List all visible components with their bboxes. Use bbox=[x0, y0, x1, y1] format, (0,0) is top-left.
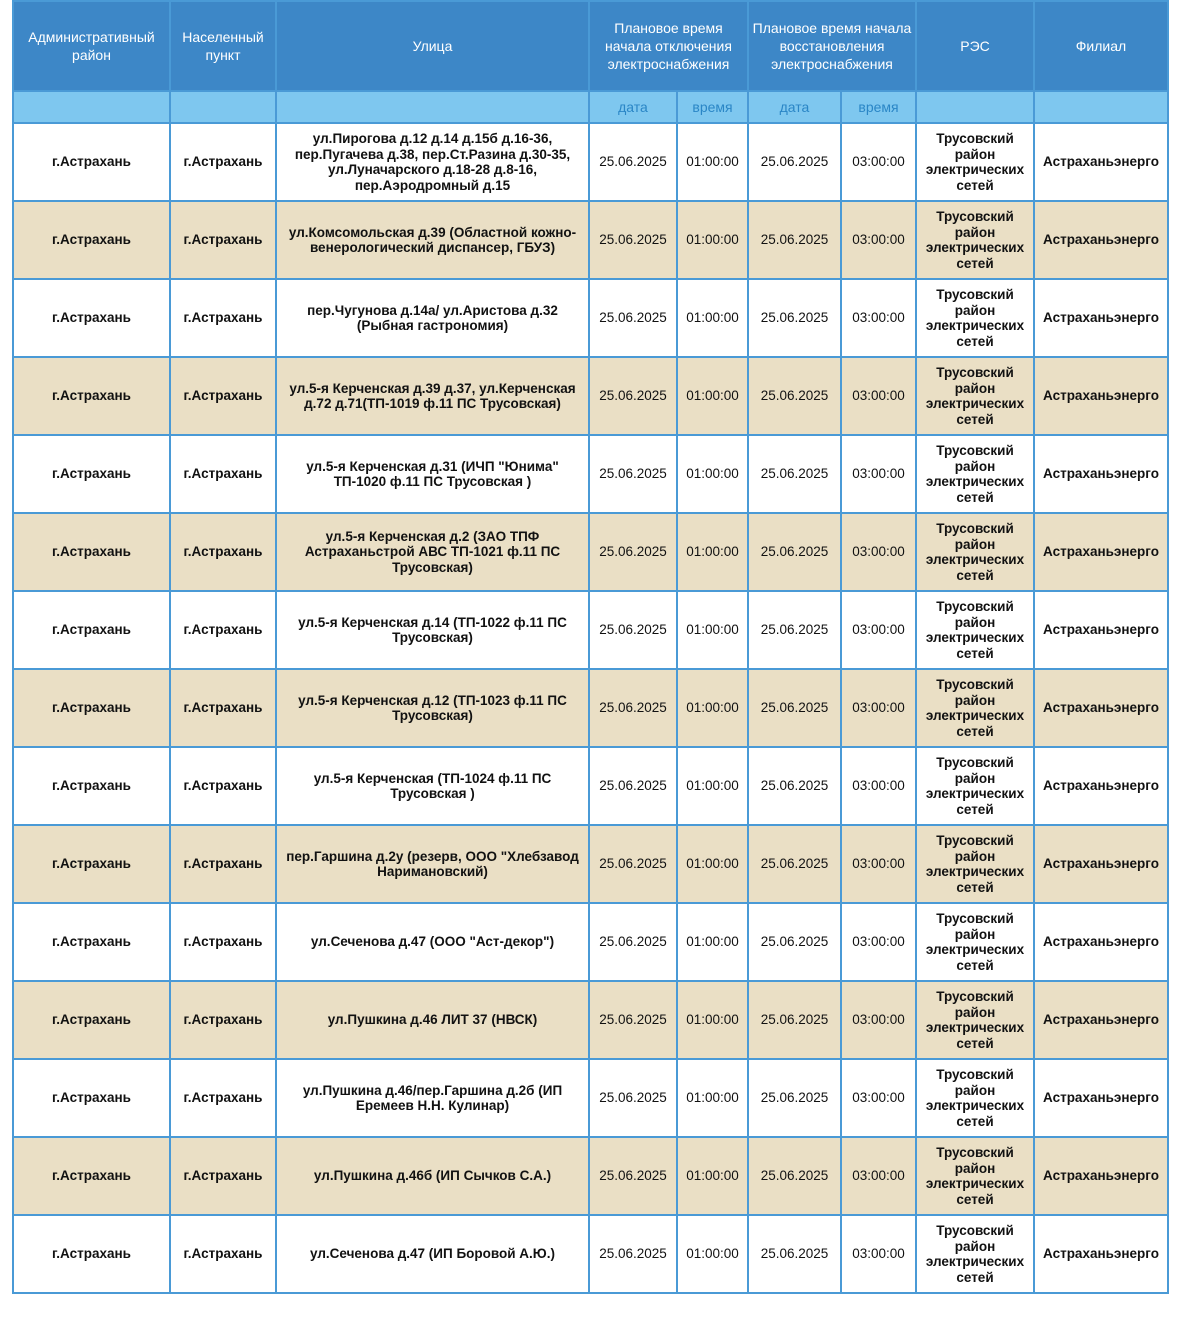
cell-on-time: 03:00:00 bbox=[841, 1137, 916, 1215]
subheader-on-time: время bbox=[841, 91, 916, 123]
cell-district: г.Астрахань bbox=[13, 825, 170, 903]
table-row bbox=[13, 435, 1168, 513]
cell-res: Трусовский район электрических сетей bbox=[916, 1137, 1034, 1215]
cell-res: Трусовский район электрических сетей bbox=[916, 981, 1034, 1059]
cell-settlement: г.Астрахань bbox=[170, 435, 276, 513]
cell-on-date: 25.06.2025 bbox=[748, 435, 841, 513]
cell-on-time: 03:00:00 bbox=[841, 981, 916, 1059]
cell-district: г.Астрахань bbox=[13, 513, 170, 591]
cell-branch: Астраханьэнерго bbox=[1034, 1059, 1168, 1137]
cell-off-date: 25.06.2025 bbox=[589, 513, 677, 591]
cell-off-date: 25.06.2025 bbox=[589, 1215, 677, 1293]
table-row bbox=[13, 669, 1168, 747]
cell-off-date: 25.06.2025 bbox=[589, 825, 677, 903]
cell-off-time: 01:00:00 bbox=[677, 825, 748, 903]
cell-res: Трусовский район электрических сетей bbox=[916, 279, 1034, 357]
cell-branch: Астраханьэнерго bbox=[1034, 825, 1168, 903]
header-restore-time: Плановое время начала восстановления электроснабжения bbox=[748, 1, 916, 91]
cell-district: г.Астрахань bbox=[13, 1215, 170, 1293]
cell-off-date: 25.06.2025 bbox=[589, 669, 677, 747]
table-row bbox=[13, 279, 1168, 357]
cell-street: ул.Пушкина д.46б (ИП Сычков С.А.) bbox=[276, 1137, 589, 1215]
table-body bbox=[13, 123, 1168, 1293]
cell-on-time: 03:00:00 bbox=[841, 201, 916, 279]
cell-on-date: 25.06.2025 bbox=[748, 747, 841, 825]
table-row bbox=[13, 1059, 1168, 1137]
cell-on-date: 25.06.2025 bbox=[748, 123, 841, 201]
cell-off-date: 25.06.2025 bbox=[589, 903, 677, 981]
table-row bbox=[13, 513, 1168, 591]
cell-res: Трусовский район электрических сетей bbox=[916, 357, 1034, 435]
cell-res: Трусовский район электрических сетей bbox=[916, 1059, 1034, 1137]
cell-settlement: г.Астрахань bbox=[170, 747, 276, 825]
header-admin-district: Административный район bbox=[13, 1, 170, 91]
cell-on-date: 25.06.2025 bbox=[748, 1137, 841, 1215]
cell-on-time: 03:00:00 bbox=[841, 513, 916, 591]
cell-branch: Астраханьэнерго bbox=[1034, 1215, 1168, 1293]
header-off-time: Плановое время начала отключения электроснабжения bbox=[589, 1, 748, 91]
cell-on-time: 03:00:00 bbox=[841, 825, 916, 903]
table-row bbox=[13, 1215, 1168, 1293]
cell-off-date: 25.06.2025 bbox=[589, 591, 677, 669]
table-row bbox=[13, 591, 1168, 669]
cell-off-time: 01:00:00 bbox=[677, 1137, 748, 1215]
cell-on-time: 03:00:00 bbox=[841, 747, 916, 825]
cell-district: г.Астрахань bbox=[13, 747, 170, 825]
subheader-empty bbox=[13, 91, 170, 123]
subheader-on-date: дата bbox=[748, 91, 841, 123]
cell-branch: Астраханьэнерго bbox=[1034, 435, 1168, 513]
cell-off-time: 01:00:00 bbox=[677, 1059, 748, 1137]
cell-branch: Астраханьэнерго bbox=[1034, 1137, 1168, 1215]
cell-on-date: 25.06.2025 bbox=[748, 903, 841, 981]
cell-off-time: 01:00:00 bbox=[677, 435, 748, 513]
cell-settlement: г.Астрахань bbox=[170, 825, 276, 903]
cell-off-date: 25.06.2025 bbox=[589, 1137, 677, 1215]
cell-settlement: г.Астрахань bbox=[170, 1215, 276, 1293]
cell-on-time: 03:00:00 bbox=[841, 357, 916, 435]
header-street: Улица bbox=[276, 1, 589, 91]
cell-street: ул.5-я Керченская (ТП-1024 ф.11 ПС Трусовская ) bbox=[276, 747, 589, 825]
cell-district: г.Астрахань bbox=[13, 903, 170, 981]
cell-on-time: 03:00:00 bbox=[841, 279, 916, 357]
cell-on-time: 03:00:00 bbox=[841, 591, 916, 669]
cell-on-date: 25.06.2025 bbox=[748, 357, 841, 435]
header-row bbox=[13, 1, 1168, 91]
cell-street: пер.Гаршина д.2у (резерв, ООО "Хлебзавод Наримановский) bbox=[276, 825, 589, 903]
cell-res: Трусовский район электрических сетей bbox=[916, 123, 1034, 201]
cell-district: г.Астрахань bbox=[13, 1137, 170, 1215]
cell-street: ул.5-я Керченская д.39 д.37, ул.Керченская д.72 д.71(ТП-1019 ф.11 ПС Трусовская) bbox=[276, 357, 589, 435]
cell-settlement: г.Астрахань bbox=[170, 513, 276, 591]
cell-res: Трусовский район электрических сетей bbox=[916, 747, 1034, 825]
cell-on-time: 03:00:00 bbox=[841, 903, 916, 981]
cell-off-date: 25.06.2025 bbox=[589, 123, 677, 201]
cell-on-date: 25.06.2025 bbox=[748, 1059, 841, 1137]
cell-settlement: г.Астрахань bbox=[170, 279, 276, 357]
subheader-empty bbox=[1034, 91, 1168, 123]
cell-off-date: 25.06.2025 bbox=[589, 357, 677, 435]
cell-branch: Астраханьэнерго bbox=[1034, 513, 1168, 591]
cell-street: ул.Сеченова д.47 (ООО "Аст-декор") bbox=[276, 903, 589, 981]
cell-street: пер.Чугунова д.14а/ ул.Аристова д.32 (Рыбная гастрономия) bbox=[276, 279, 589, 357]
table-row bbox=[13, 357, 1168, 435]
cell-off-time: 01:00:00 bbox=[677, 669, 748, 747]
cell-on-time: 03:00:00 bbox=[841, 123, 916, 201]
cell-off-time: 01:00:00 bbox=[677, 591, 748, 669]
cell-district: г.Астрахань bbox=[13, 357, 170, 435]
cell-off-time: 01:00:00 bbox=[677, 357, 748, 435]
table-row bbox=[13, 1137, 1168, 1215]
cell-res: Трусовский район электрических сетей bbox=[916, 903, 1034, 981]
cell-branch: Астраханьэнерго bbox=[1034, 903, 1168, 981]
cell-settlement: г.Астрахань bbox=[170, 123, 276, 201]
cell-settlement: г.Астрахань bbox=[170, 357, 276, 435]
cell-street: ул.5-я Керченская д.31 (ИЧП "Юнима" ТП-1020 ф.11 ПС Трусовская ) bbox=[276, 435, 589, 513]
cell-res: Трусовский район электрических сетей bbox=[916, 591, 1034, 669]
cell-settlement: г.Астрахань bbox=[170, 1059, 276, 1137]
cell-on-time: 03:00:00 bbox=[841, 435, 916, 513]
cell-on-time: 03:00:00 bbox=[841, 669, 916, 747]
cell-street: ул.Сеченова д.47 (ИП Боровой А.Ю.) bbox=[276, 1215, 589, 1293]
subheader-off-time: время bbox=[677, 91, 748, 123]
cell-on-date: 25.06.2025 bbox=[748, 591, 841, 669]
cell-settlement: г.Астрахань bbox=[170, 903, 276, 981]
cell-on-date: 25.06.2025 bbox=[748, 1215, 841, 1293]
header-res: РЭС bbox=[916, 1, 1034, 91]
cell-street: ул.Пирогова д.12 д.14 д.15б д.16-36, пер.Пугачева д.38, пер.Ст.Разина д.30-35, ул.Луначарского д.18-28 д.8-16, пер.Аэродромный д.15 bbox=[276, 123, 589, 201]
cell-district: г.Астрахань bbox=[13, 591, 170, 669]
cell-settlement: г.Астрахань bbox=[170, 981, 276, 1059]
cell-on-time: 03:00:00 bbox=[841, 1059, 916, 1137]
cell-street: ул.5-я Керченская д.14 (ТП-1022 ф.11 ПС Трусовская) bbox=[276, 591, 589, 669]
cell-off-time: 01:00:00 bbox=[677, 123, 748, 201]
cell-settlement: г.Астрахань bbox=[170, 1137, 276, 1215]
cell-branch: Астраханьэнерго bbox=[1034, 279, 1168, 357]
cell-settlement: г.Астрахань bbox=[170, 201, 276, 279]
cell-branch: Астраханьэнерго bbox=[1034, 981, 1168, 1059]
cell-off-date: 25.06.2025 bbox=[589, 435, 677, 513]
outage-schedule-table bbox=[12, 0, 1169, 1294]
table-row bbox=[13, 747, 1168, 825]
cell-street: ул.5-я Керченская д.2 (ЗАО ТПФ Астраханьстрой АВС ТП-1021 ф.11 ПС Трусовская) bbox=[276, 513, 589, 591]
cell-off-time: 01:00:00 bbox=[677, 981, 748, 1059]
cell-district: г.Астрахань bbox=[13, 123, 170, 201]
subheader-empty bbox=[170, 91, 276, 123]
cell-branch: Астраханьэнерго bbox=[1034, 201, 1168, 279]
cell-off-time: 01:00:00 bbox=[677, 903, 748, 981]
cell-street: ул.Пушкина д.46 ЛИТ 37 (НВСК) bbox=[276, 981, 589, 1059]
cell-off-date: 25.06.2025 bbox=[589, 279, 677, 357]
header-branch: Филиал bbox=[1034, 1, 1168, 91]
cell-branch: Астраханьэнерго bbox=[1034, 123, 1168, 201]
cell-res: Трусовский район электрических сетей bbox=[916, 513, 1034, 591]
cell-on-date: 25.06.2025 bbox=[748, 513, 841, 591]
cell-res: Трусовский район электрических сетей bbox=[916, 1215, 1034, 1293]
cell-on-date: 25.06.2025 bbox=[748, 201, 841, 279]
cell-settlement: г.Астрахань bbox=[170, 591, 276, 669]
cell-on-date: 25.06.2025 bbox=[748, 825, 841, 903]
subheader-off-date: дата bbox=[589, 91, 677, 123]
cell-res: Трусовский район электрических сетей bbox=[916, 435, 1034, 513]
table-row bbox=[13, 201, 1168, 279]
table-row bbox=[13, 825, 1168, 903]
cell-branch: Астраханьэнерго bbox=[1034, 747, 1168, 825]
subheader-empty bbox=[916, 91, 1034, 123]
cell-district: г.Астрахань bbox=[13, 435, 170, 513]
table-row bbox=[13, 123, 1168, 201]
table-header bbox=[13, 1, 1168, 123]
cell-res: Трусовский район электрических сетей bbox=[916, 669, 1034, 747]
cell-on-time: 03:00:00 bbox=[841, 1215, 916, 1293]
cell-res: Трусовский район электрических сетей bbox=[916, 825, 1034, 903]
cell-street: ул.Комсомольская д.39 (Областной кожно-венерологический диспансер, ГБУЗ) bbox=[276, 201, 589, 279]
table-row bbox=[13, 981, 1168, 1059]
cell-off-time: 01:00:00 bbox=[677, 1215, 748, 1293]
cell-off-time: 01:00:00 bbox=[677, 201, 748, 279]
cell-on-date: 25.06.2025 bbox=[748, 669, 841, 747]
cell-branch: Астраханьэнерго bbox=[1034, 591, 1168, 669]
cell-off-date: 25.06.2025 bbox=[589, 201, 677, 279]
cell-district: г.Астрахань bbox=[13, 669, 170, 747]
cell-res: Трусовский район электрических сетей bbox=[916, 201, 1034, 279]
table-row bbox=[13, 903, 1168, 981]
subheader-empty bbox=[276, 91, 589, 123]
cell-on-date: 25.06.2025 bbox=[748, 279, 841, 357]
cell-district: г.Астрахань bbox=[13, 1059, 170, 1137]
cell-off-date: 25.06.2025 bbox=[589, 747, 677, 825]
cell-street: ул.Пушкина д.46/пер.Гаршина д.2б (ИП Еремеев Н.Н. Кулинар) bbox=[276, 1059, 589, 1137]
header-settlement: Населенный пункт bbox=[170, 1, 276, 91]
cell-off-date: 25.06.2025 bbox=[589, 1059, 677, 1137]
cell-district: г.Астрахань bbox=[13, 279, 170, 357]
subheader-row bbox=[13, 91, 1168, 123]
cell-off-time: 01:00:00 bbox=[677, 513, 748, 591]
cell-district: г.Астрахань bbox=[13, 201, 170, 279]
cell-branch: Астраханьэнерго bbox=[1034, 669, 1168, 747]
cell-district: г.Астрахань bbox=[13, 981, 170, 1059]
cell-branch: Астраханьэнерго bbox=[1034, 357, 1168, 435]
cell-settlement: г.Астрахань bbox=[170, 669, 276, 747]
cell-on-date: 25.06.2025 bbox=[748, 981, 841, 1059]
cell-off-time: 01:00:00 bbox=[677, 279, 748, 357]
cell-off-date: 25.06.2025 bbox=[589, 981, 677, 1059]
cell-street: ул.5-я Керченская д.12 (ТП-1023 ф.11 ПС Трусовская) bbox=[276, 669, 589, 747]
cell-off-time: 01:00:00 bbox=[677, 747, 748, 825]
